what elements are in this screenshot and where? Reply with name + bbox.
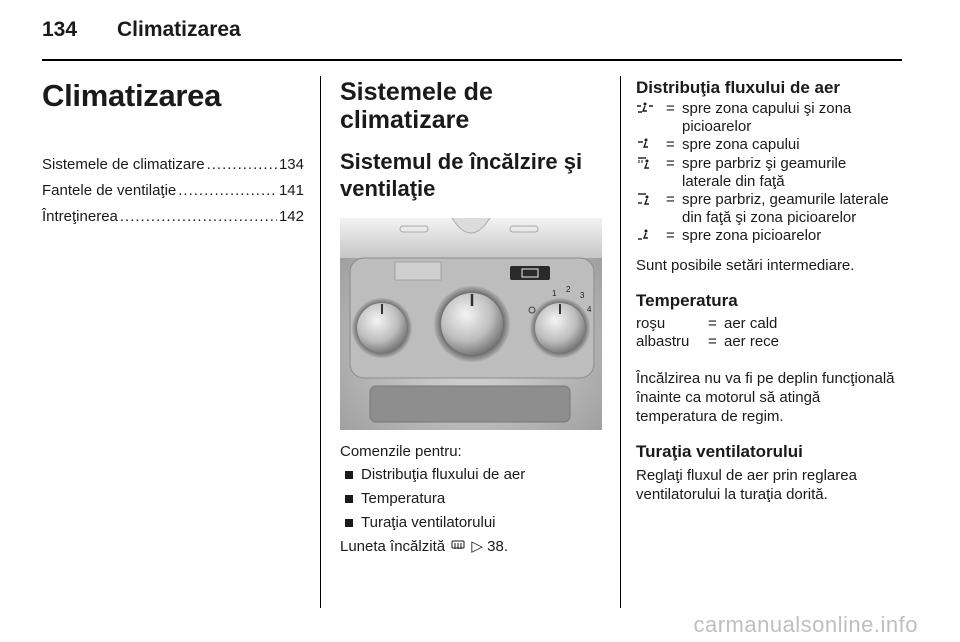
toc-entry[interactable]: [42, 182, 304, 208]
section-title: Sistemele de climatizare: [340, 78, 493, 134]
feet-icon: [636, 227, 666, 246]
bullet-icon: [345, 495, 353, 503]
fan-speed-label: 3: [580, 291, 585, 300]
toc-label: Sistemele de climatizare: [42, 156, 205, 173]
temperature-value: aer cald: [724, 315, 778, 332]
column-divider-1: [320, 76, 321, 608]
heated-window-reference: [340, 537, 605, 556]
air-distribution-text: spre parbriz, geamurile laterale din faţă şi zona picioarelor: [682, 191, 889, 226]
toc-leader: [178, 182, 277, 199]
temperature-key: roşu: [636, 315, 666, 332]
list-item: [340, 489, 605, 508]
running-title: Climatizarea: [117, 18, 241, 41]
air-distribution-item: = spre zona picioarelor: [636, 227, 896, 246]
temperature-key: albastru: [636, 333, 690, 350]
toc-page: 142: [278, 208, 304, 225]
air-distribution-text: spre zona picioarelor: [682, 227, 822, 244]
fan-speed-label: 1: [552, 289, 557, 298]
air-distribution-item: = spre zona capului: [636, 136, 896, 155]
toc-page: 141: [278, 182, 304, 199]
intermediate-settings-note: Sunt posibile setări intermediare.: [636, 257, 855, 274]
section-column: [340, 78, 605, 556]
toc-leader: [207, 156, 277, 173]
windscreen-feet-icon: [636, 191, 666, 227]
page-ref-link[interactable]: 38.: [487, 538, 508, 555]
air-distribution-item: = spre parbriz, geamurile laterale din faţă şi zona picioarelor: [636, 191, 896, 227]
temperature-row: roşu = aer cald: [636, 315, 778, 332]
bullet-icon: [345, 471, 353, 479]
controls-intro: Comenzile pentru:: [340, 443, 462, 460]
windscreen-icon: [636, 155, 666, 191]
air-distribution-text: spre zona capului şi zona picioarelor: [682, 100, 852, 135]
details-column: [636, 78, 896, 504]
toc-label: Fantele de ventilaţie: [42, 182, 177, 199]
list-item: [340, 465, 605, 484]
temperature-row: albastru = aer rece: [636, 333, 780, 350]
temperature-title: Temperatura: [636, 291, 738, 310]
fan-speed-label: 2: [566, 285, 571, 294]
chapter-column: [42, 78, 304, 234]
section-subtitle: Sistemul de încălzire şi ventilaţie: [340, 149, 583, 201]
climate-control-panel-photo: [340, 218, 602, 430]
toc-entry[interactable]: [42, 208, 304, 234]
list-item-label: Turaţia ventilatorului: [361, 514, 496, 531]
list-item: [340, 513, 605, 532]
chapter-title: Climatizarea: [42, 78, 222, 113]
column-divider-2: [620, 76, 621, 608]
air-distribution-item: = spre parbriz şi geamurile laterale din faţă: [636, 155, 896, 191]
bullet-icon: [345, 519, 353, 527]
toc-leader: [120, 208, 277, 225]
head-icon: [636, 136, 666, 155]
air-distribution-title: Distribuţia fluxului de aer: [636, 78, 841, 97]
air-distribution-item: = spre zona capului şi zona picioarelor: [636, 100, 896, 136]
fan-speed-title: Turaţia ventilatorului: [636, 442, 803, 461]
watermark: carmanualsonline.info: [693, 612, 918, 637]
air-distribution-text: spre parbriz şi geamurile laterale din faţă: [682, 155, 847, 190]
fan-speed-label: 4: [587, 305, 592, 314]
fan-speed-text: Reglaţi fluxul de aer prin reglarea ventilatorului la turaţia dorită.: [636, 467, 857, 503]
table-of-contents: [42, 156, 304, 234]
temperature-note: Încălzirea nu va fi pe deplin funcţională înainte ca motorul să atingă temperatura de regim.: [636, 370, 895, 425]
page-number: 134: [42, 18, 78, 41]
list-item-label: Distribuţia fluxului de aer: [361, 466, 526, 483]
temperature-value: aer rece: [724, 333, 780, 350]
toc-label: Întreţinerea: [42, 208, 118, 225]
list-item-label: Temperatura: [361, 490, 446, 507]
controls-list: [340, 465, 605, 532]
page-ref-arrow-icon[interactable]: ▷: [471, 538, 483, 555]
header-rule: [42, 59, 902, 61]
heated-rear-window-icon: [451, 540, 465, 552]
air-distribution-text: spre zona capului: [682, 136, 800, 153]
head-and-feet-icon: [636, 100, 666, 136]
toc-entry[interactable]: [42, 156, 304, 182]
toc-page: 134: [278, 156, 304, 173]
heated-window-text: Luneta încălzită: [340, 538, 446, 555]
